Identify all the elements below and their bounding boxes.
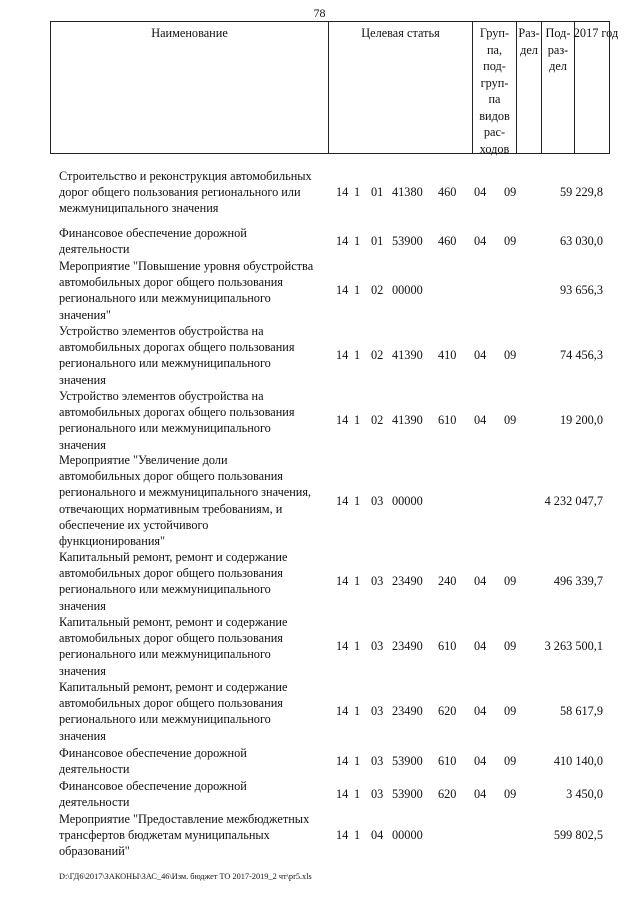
row-name-line: значения" [59,307,111,322]
article-subprogram: 1 [354,413,361,428]
amount-2017: 63 030,0 [559,234,603,249]
row-name-line: деятельности [59,795,130,810]
subsection-code: 09 [504,704,517,719]
header-line: раз- [547,42,569,57]
row-name-line: отвечающих нормативным требованиям, и [59,501,283,516]
article-program: 14 [336,413,349,428]
row-name-line: дорог общего пользования регионального или [59,185,301,200]
section-code: 04 [474,348,487,363]
row-name-line: деятельности [59,242,130,257]
row-name [59,549,329,614]
article-event: 03 [371,493,384,508]
amount-2017: 19 200,0 [559,413,603,428]
amount-2017: 410 140,0 [553,754,603,769]
article-event: 02 [371,283,384,298]
row-name [59,778,329,810]
subsection-code: 09 [504,413,517,428]
header-line: рас- [483,125,506,139]
row-name-line: Мероприятие "Увеличение доли [59,453,228,467]
section-code: 04 [474,704,487,719]
section-code: 04 [474,639,487,654]
row-name-line: автомобильных дорогах общего пользования [59,405,295,420]
header-section [517,22,542,153]
row-name-line: Строительство и реконструкция автомобильных [59,169,312,183]
amount-2017: 3 450,0 [566,787,603,802]
table-header [50,21,619,156]
row-name-line: автомобильных дорог общего пользования [59,469,283,484]
section-code: 04 [474,413,487,428]
header-year: 2017 год [573,26,619,40]
expense-group: 460 [438,185,457,200]
article-direction: 00000 [392,828,423,843]
row-name [59,168,329,217]
subsection-code: 09 [504,348,517,363]
header-name: Наименование [51,22,329,153]
header-line: па, [486,42,503,57]
row-name-line: регионального и межмуниципального значения, [59,485,312,500]
article-subprogram: 1 [354,787,361,802]
article-event: 03 [371,704,384,719]
row-name-line: регионального или межмуниципального [59,712,271,727]
row-name-line: значения [59,437,106,452]
header-line: Груп- [479,26,510,40]
row-name-line: автомобильных дорогах общего пользования [59,340,295,355]
row-name-line: образований" [59,844,130,859]
page-number: 78 [313,6,326,20]
row-name-line: деятельности [59,762,130,777]
section-code: 04 [474,185,487,200]
subsection-code: 09 [504,574,517,589]
article-program: 14 [336,348,349,363]
article-direction: 23490 [392,704,423,719]
expense-group: 610 [438,413,457,428]
article-event: 03 [371,787,384,802]
row-name [59,811,329,860]
article-event: 02 [371,413,384,428]
amount-2017: 58 617,9 [559,704,603,719]
header-line: под- [483,59,506,73]
subsection-code: 09 [504,787,517,802]
row-name-line: автомобильных дорог общего пользования [59,631,283,646]
row-name-line: Финансовое обеспечение дорожной [59,746,247,760]
amount-2017: 4 232 047,7 [544,493,603,508]
article-direction: 41380 [392,185,423,200]
header-subsection [542,22,575,153]
expense-group: 610 [438,754,457,769]
section-code: 04 [474,754,487,769]
expense-group: 240 [438,574,457,589]
article-program: 14 [336,754,349,769]
amount-2017: 74 456,3 [559,348,603,363]
row-name-line: Устройство элементов обустройства на [59,389,264,403]
row-name [59,679,329,744]
amount-2017: 599 802,5 [553,828,603,843]
header-line: Под- [545,26,571,40]
article-direction: 53900 [392,787,423,802]
article-subprogram: 1 [354,493,361,508]
article-subprogram: 1 [354,639,361,654]
row-name-line: автомобильных дорог общего пользования [59,275,283,290]
article-subprogram: 1 [354,828,361,843]
article-direction: 23490 [392,574,423,589]
article-direction: 53900 [392,754,423,769]
header-line: видов [479,108,510,123]
row-name [59,452,329,549]
article-program: 14 [336,574,349,589]
expense-group: 620 [438,704,457,719]
amount-2017: 496 339,7 [553,574,603,589]
article-event: 03 [371,754,384,769]
row-name [59,614,329,679]
row-name-line: Капитальный ремонт, ремонт и содержание [59,615,288,629]
row-name-line: функционирования" [59,534,166,549]
article-subprogram: 1 [354,574,361,589]
row-name-line: регионального или межмуниципального [59,647,271,662]
article-direction: 53900 [392,234,423,249]
header-line: Раз- [518,26,540,40]
article-program: 14 [336,787,349,802]
row-name-line: трансфертов бюджетам муниципальных [59,828,270,843]
article-direction: 00000 [392,283,423,298]
row-name-line: значения [59,372,106,387]
article-event: 01 [371,185,384,200]
header-expense-group [473,22,517,156]
article-event: 03 [371,574,384,589]
expense-group: 410 [438,348,457,363]
expense-group: 620 [438,787,457,802]
article-program: 14 [336,704,349,719]
expense-group: 460 [438,234,457,249]
row-name-line: регионального или межмуниципального [59,291,271,306]
row-name-line: Капитальный ремонт, ремонт и содержание [59,550,288,564]
article-event: 02 [371,348,384,363]
row-name-line: межмуниципального значения [59,201,219,216]
row-name-line: Мероприятие "Предоставление межбюджетных [59,812,310,826]
row-name-line: Капитальный ремонт, ремонт и содержание [59,680,288,694]
amount-2017: 3 263 500,1 [544,639,603,654]
subsection-code: 09 [504,754,517,769]
article-program: 14 [336,283,349,298]
article-direction: 41390 [392,413,423,428]
row-name-line: обеспечение их устойчивого [59,517,209,532]
row-name [59,323,329,388]
article-direction: 41390 [392,348,423,363]
header-target-article: Целевая статья [329,22,473,153]
row-name-line: регионального или межмуниципального [59,421,271,436]
subsection-code: 09 [504,639,517,654]
row-name-line: автомобильных дорог общего пользования [59,696,283,711]
article-subprogram: 1 [354,234,361,249]
article-subprogram: 1 [354,185,361,200]
article-program: 14 [336,493,349,508]
article-subprogram: 1 [354,754,361,769]
article-program: 14 [336,828,349,843]
row-name-line: автомобильных дорог общего пользования [59,566,283,581]
row-name-line: Устройство элементов обустройства на [59,324,264,338]
header-line: груп- [480,75,509,90]
amount-2017: 93 656,3 [559,283,603,298]
header-line: дел [549,59,567,73]
row-name-line: Мероприятие "Повышение уровня обустройства [59,259,314,273]
article-program: 14 [336,639,349,654]
header-line: дел [520,42,538,57]
row-name [59,258,329,323]
row-name-line: значения [59,598,106,613]
article-event: 04 [371,828,384,843]
row-name [59,388,329,453]
article-subprogram: 1 [354,283,361,298]
row-name-line: Финансовое обеспечение дорожной [59,226,247,240]
article-event: 03 [371,639,384,654]
row-name-line: значения [59,728,106,743]
article-event: 01 [371,234,384,249]
subsection-code: 09 [504,234,517,249]
subsection-code: 09 [504,185,517,200]
header-line: па [488,92,501,106]
article-subprogram: 1 [354,348,361,363]
article-program: 14 [336,185,349,200]
article-direction: 23490 [392,639,423,654]
expense-group: 610 [438,639,457,654]
row-name [59,745,329,777]
file-path-footer: D:\ГД6\2017\ЗАКОНЫ\ЗАС_46\Изм. бюджет ТО 2017-2019_2 чт\pr5.xls [59,872,312,881]
row-name-line: регионального или межмуниципального [59,582,271,597]
section-code: 04 [474,787,487,802]
row-name-line: значения [59,663,106,678]
article-subprogram: 1 [354,704,361,719]
row-name [59,225,329,257]
article-direction: 00000 [392,493,423,508]
row-name-line: Финансовое обеспечение дорожной [59,779,247,793]
section-code: 04 [474,234,487,249]
amount-2017: 59 229,8 [559,185,603,200]
section-code: 04 [474,574,487,589]
article-program: 14 [336,234,349,249]
row-name-line: регионального или межмуниципального [59,356,271,371]
header-line: ходов [479,141,510,156]
